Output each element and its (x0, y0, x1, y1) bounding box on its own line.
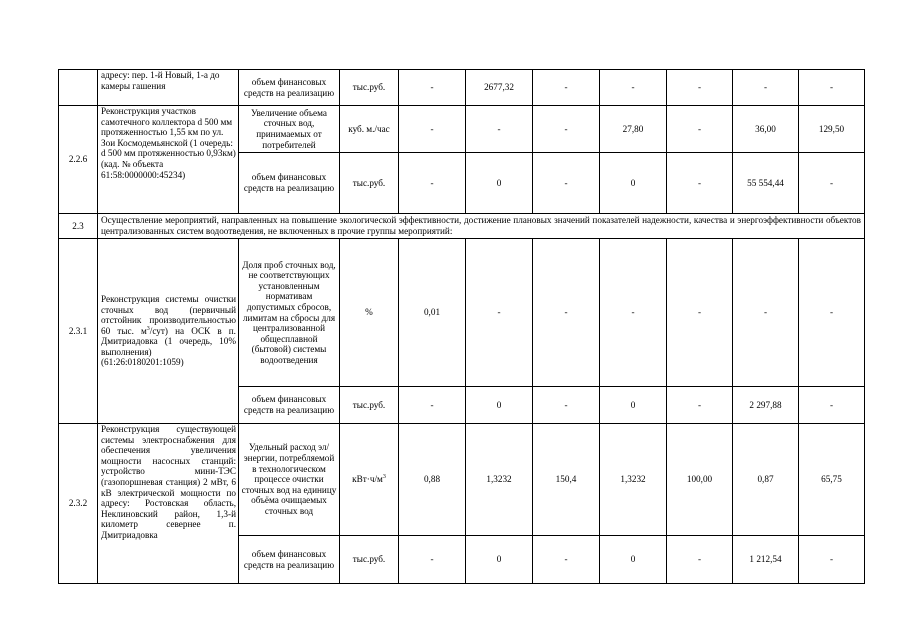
value-cell: - (533, 239, 600, 387)
value-cell: - (533, 536, 600, 584)
value-cell: 0,01 (399, 239, 466, 387)
value-cell: 100,00 (667, 424, 733, 536)
indicator-name: Доля проб сточных вод, не соответствующих установленным нормативам допустимых сбросов, лимитам на сбросы для централизованной общесплавной (бытовой) системы водоотведения (239, 239, 340, 387)
value-cell: - (533, 106, 600, 153)
unit-superscript: 3 (382, 474, 386, 481)
value-cell: - (667, 239, 733, 387)
value-cell: - (799, 70, 865, 106)
indicator-name: объем финансовых средств на реализацию (239, 387, 340, 424)
unit-part-1: кВт (352, 474, 367, 485)
indicator-name: Удельный расход эл/энергии, потребляемой в технологическом процессе очистки сточных вод на единицу объёма очищаемых сточных вод (239, 424, 340, 536)
unit-cell: тыс.руб. (340, 70, 399, 106)
desc-part-1: Реконструкция системы очистки сточных вод (первичный отстойник производительностью 60 тыс. м (101, 293, 236, 336)
measure-description: Реконструкция участков самотечного коллектора d 500 мм протяженностью 1,55 км по ул. Зои Космодемьянской (1 очередь: d 500 мм протяженностью 0,93км) (кад. № объекта 61:58:0000000:45234) (98, 106, 239, 214)
measure-description: адресу: пер. 1-й Новый, 1-а до камеры гашения (98, 70, 239, 106)
value-cell: - (399, 106, 466, 153)
row-number (59, 70, 98, 106)
row-number: 2.3 (59, 214, 98, 239)
value-cell: 129,50 (799, 106, 865, 153)
table-row (59, 239, 865, 387)
value-cell: 150,4 (533, 424, 600, 536)
value-cell: - (667, 70, 733, 106)
row-number: 2.3.1 (59, 239, 98, 424)
unit-cell: % (340, 239, 399, 387)
table-row (59, 106, 865, 153)
value-cell: - (399, 536, 466, 584)
unit-cell: куб. м./час (340, 106, 399, 153)
measure-description (98, 239, 239, 424)
value-cell: 27,80 (600, 106, 667, 153)
unit-cell: тыс.руб. (340, 536, 399, 584)
section-title: Осуществление мероприятий, направленных на повышение экологической эффективности, достижение плановых значений показателей надежности, качества и энергоэффективности объектов централизованных систем водоотведения, не включенных в прочие группы мероприятий: (98, 214, 865, 239)
indicator-name: объем финансовых средств на реализацию (239, 536, 340, 584)
value-cell: - (799, 153, 865, 214)
desc-superscript: 3 (146, 325, 150, 332)
section-row (59, 214, 865, 239)
value-cell: - (466, 106, 533, 153)
table-row (59, 424, 865, 536)
value-cell: - (399, 153, 466, 214)
unit-cell: тыс.руб. (340, 387, 399, 424)
value-cell: 0 (466, 536, 533, 584)
value-cell: 0 (600, 387, 667, 424)
value-cell: - (667, 536, 733, 584)
value-cell: - (799, 239, 865, 387)
value-cell: 1,3232 (466, 424, 533, 536)
value-cell: - (533, 387, 600, 424)
value-cell: - (600, 239, 667, 387)
row-number: 2.2.6 (59, 106, 98, 214)
indicator-name: Увеличение объема сточных вод, принимаемых от потребителей (239, 106, 340, 153)
measure-description: Реконструкция существующей системы электроснабжения для обеспечения увеличения мощности насосных станций: устройство мини-ТЭС (газопоршневая станция) 2 мВт, 6 кВ электрической мощности по адресу: Ростовская область, Неклиновский район, 1,3-й километр севернее п. Дмитриадовка (98, 424, 239, 584)
unit-cell: тыс.руб. (340, 153, 399, 214)
value-cell: - (799, 387, 865, 424)
value-cell: 2677,32 (466, 70, 533, 106)
value-cell: - (799, 536, 865, 584)
value-cell: - (466, 239, 533, 387)
value-cell: 0 (600, 153, 667, 214)
value-cell: 55 554,44 (733, 153, 799, 214)
value-cell: - (733, 70, 799, 106)
value-cell: 0 (600, 536, 667, 584)
desc-part-2: /сут) на ОСК в п. Дмитриадовка (1 очередь, 10% выполнения) (61:26:0180201:1059) (101, 325, 236, 368)
value-cell: 0,88 (399, 424, 466, 536)
value-cell: 2 297,88 (733, 387, 799, 424)
value-cell: - (600, 70, 667, 106)
value-cell: 0 (466, 153, 533, 214)
value-cell: 1 212,54 (733, 536, 799, 584)
value-cell: 1,3232 (600, 424, 667, 536)
measures-table (58, 69, 865, 584)
value-cell: - (533, 153, 600, 214)
value-cell: - (667, 106, 733, 153)
unit-cell (340, 424, 399, 536)
value-cell: - (399, 387, 466, 424)
value-cell: - (399, 70, 466, 106)
value-cell: 36,00 (733, 106, 799, 153)
value-cell: 65,75 (799, 424, 865, 536)
indicator-name: объем финансовых средств на реализацию (239, 70, 340, 106)
value-cell: - (733, 239, 799, 387)
value-cell: - (667, 387, 733, 424)
value-cell: - (533, 70, 600, 106)
table-row (59, 70, 865, 106)
value-cell: 0,87 (733, 424, 799, 536)
unit-part-2: ·ч/м (366, 474, 383, 485)
value-cell: 0 (466, 387, 533, 424)
row-number: 2.3.2 (59, 424, 98, 584)
indicator-name: объем финансовых средств на реализацию (239, 153, 340, 214)
value-cell: - (667, 153, 733, 214)
